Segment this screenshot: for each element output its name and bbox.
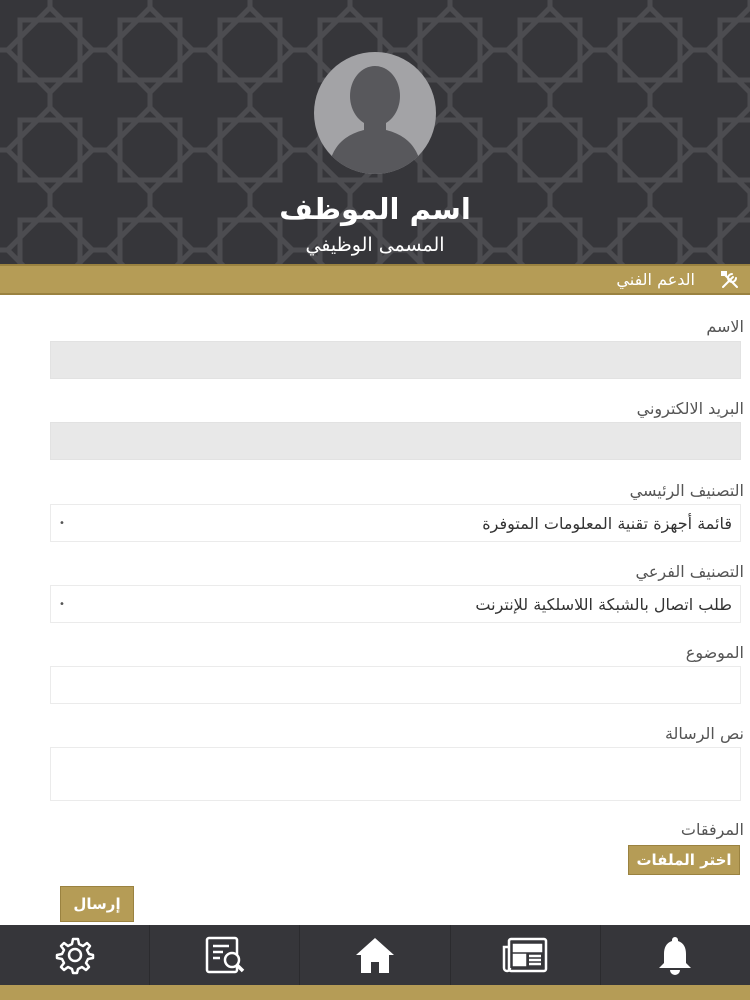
send-button[interactable]: إرسال xyxy=(60,886,134,922)
dropdown-indicator-icon: • xyxy=(59,598,65,610)
email-field[interactable] xyxy=(50,422,741,460)
job-title: المسمى الوظيفي xyxy=(305,234,445,256)
gear-icon xyxy=(55,935,95,975)
tools-icon xyxy=(720,270,740,290)
attachments-label: المرفقات xyxy=(680,820,744,839)
email-label: البريد الالكتروني xyxy=(636,399,744,418)
section-title: الدعم الفني xyxy=(616,270,695,289)
bottom-accent-bar xyxy=(0,985,750,1000)
nav-item-news[interactable] xyxy=(451,925,601,985)
choose-files-button[interactable]: اختر الملفات xyxy=(628,845,740,875)
name-field[interactable] xyxy=(50,341,741,379)
subject-label: الموضوع xyxy=(685,643,744,662)
employee-name: اسم الموظف xyxy=(279,192,471,226)
user-silhouette-icon xyxy=(314,52,436,174)
section-header xyxy=(0,264,750,295)
profile-header xyxy=(0,0,750,264)
sub-category-value: طلب اتصال بالشبكة اللاسلكية للإنترنت xyxy=(475,594,732,614)
nav-item-settings[interactable] xyxy=(0,925,150,985)
name-label: الاسم xyxy=(706,317,744,336)
sub-category-label: التصنيف الفرعي xyxy=(635,562,744,581)
bell-icon xyxy=(655,934,695,976)
newspaper-icon xyxy=(501,935,549,975)
main-category-label: التصنيف الرئيسي xyxy=(629,481,744,500)
home-icon xyxy=(354,935,396,975)
message-textarea[interactable] xyxy=(50,747,741,801)
sub-category-select[interactable] xyxy=(50,585,741,623)
dropdown-indicator-icon: • xyxy=(59,517,65,529)
search-document-icon xyxy=(204,935,246,975)
main-category-value: قائمة أجهزة تقنية المعلومات المتوفرة xyxy=(482,513,732,533)
avatar[interactable] xyxy=(314,52,436,174)
nav-item-notifications[interactable] xyxy=(601,925,750,985)
nav-item-search-requests[interactable] xyxy=(150,925,300,985)
main-category-select[interactable] xyxy=(50,504,741,542)
subject-field[interactable] xyxy=(50,666,741,704)
bottom-navigation xyxy=(0,925,750,985)
message-label: نص الرسالة xyxy=(664,724,744,743)
nav-item-home[interactable] xyxy=(300,925,450,985)
